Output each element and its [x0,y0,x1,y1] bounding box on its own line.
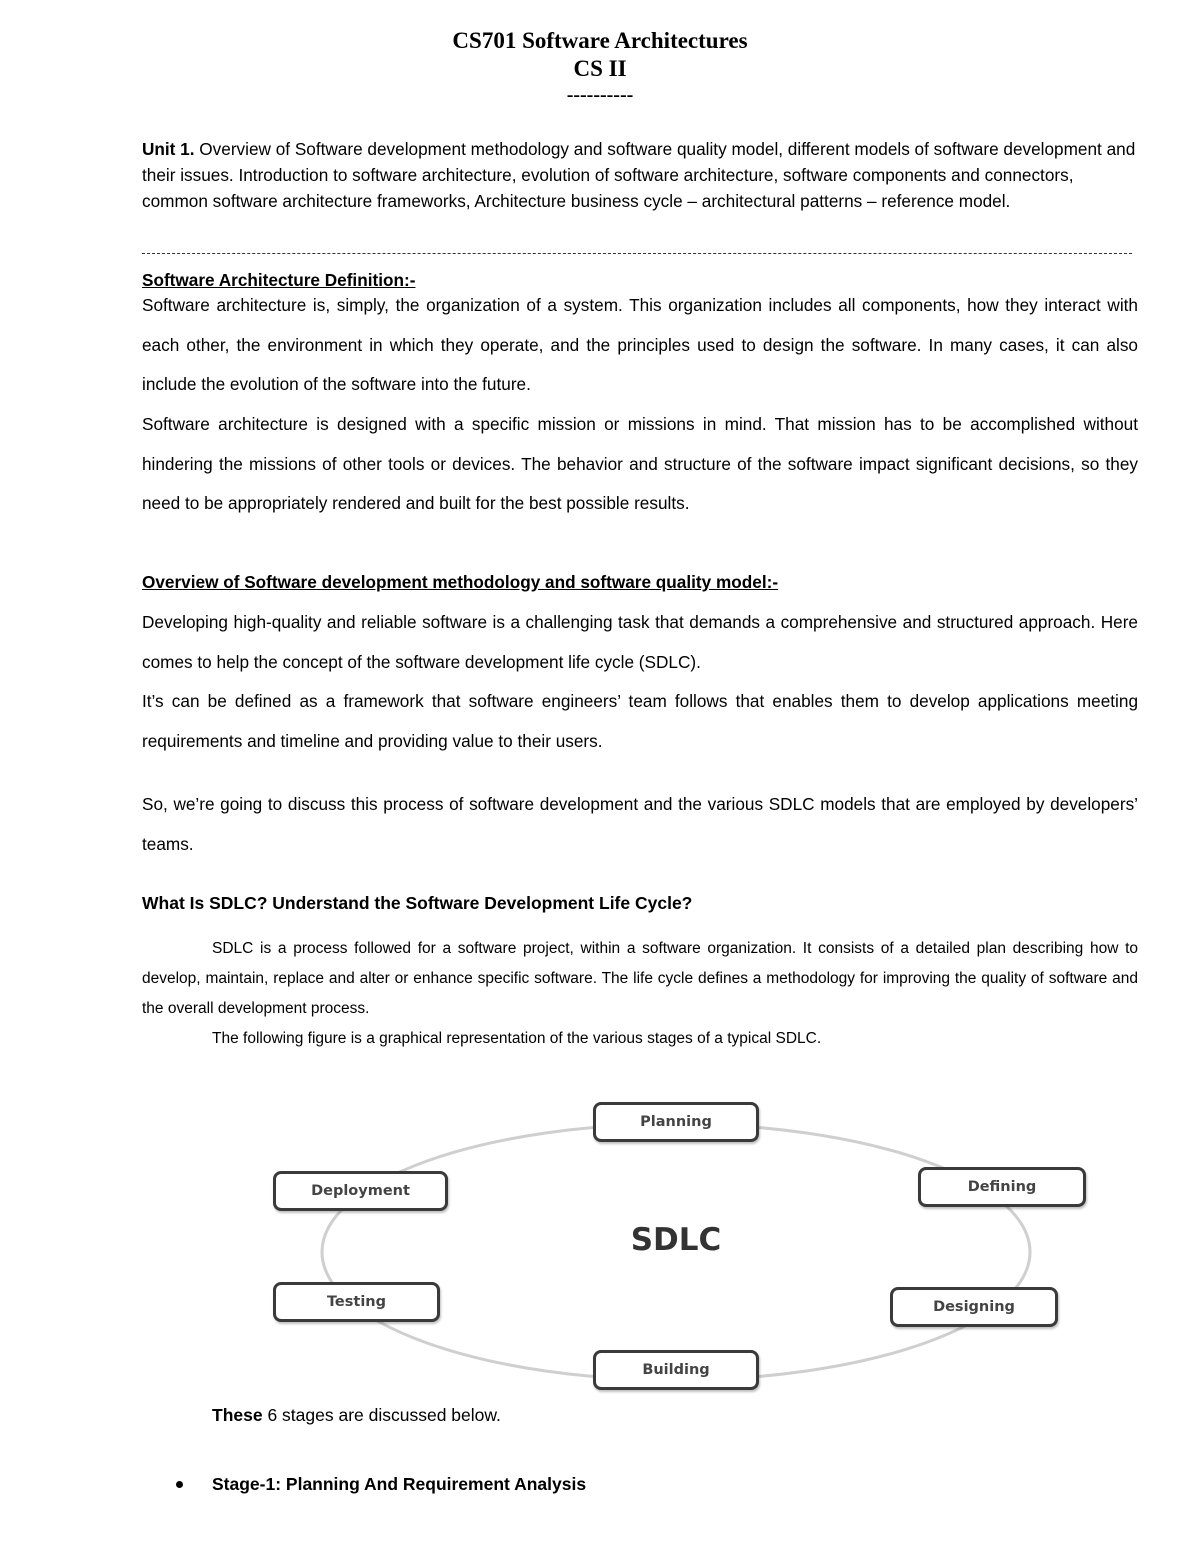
unit-description [142,136,1138,214]
stages-intro [212,1405,501,1426]
sdlc-paragraph-1: SDLC is a process followed for a software project, within a software organization. It consists of a detailed plan describing how to develop, maintain, replace and alter or enhance specific software. The life cycle defines a methodology for improving the quality of software and the overall development process. [142,940,1138,1017]
software-architecture-paragraph-1: Software architecture is, simply, the organization of a system. This organization includes all components, how they interact with each other, the environment in which they operate, and the principles used to design the software. In many cases, it can also include the evolution of the software into the future. [142,295,1138,395]
unit-text: Overview of Software development methodology and software quality model, different models of software development and their issues. Introduction to software architecture, evolution of software architecture, software components and connectors, common software architecture frameworks, Architecture business cycle – architectural patterns – reference model. [142,139,1136,211]
divider [142,253,1132,254]
sdlc-diagram [262,1092,1102,1402]
overview-paragraph-2: It’s can be defined as a framework that software engineers’ team follows that enables them to develop applications meeting requirements and timeline and providing value to their users. [142,691,1138,751]
sdlc-center-label: SDLC [630,1222,722,1258]
stage-building: Building [593,1350,759,1390]
software-architecture-heading: Software Architecture Definition:- [142,270,416,290]
unit-label: Unit 1. [142,139,195,159]
overview-paragraph-1: Developing high-quality and reliable software is a challenging task that demands a comprehensive and structured approach. Here comes to help the concept of the software development life cycle (SDLC). [142,612,1138,672]
course-title: CS701 Software Architectures [452,28,748,53]
bullet-icon [176,1481,183,1488]
stage-1-bullet: Stage-1: Planning And Requirement Analysis [212,1474,587,1494]
stage-planning: Planning [593,1102,759,1142]
stage-designing: Designing [890,1287,1058,1327]
stage-testing: Testing [273,1282,440,1322]
header-dashes: ---------- [566,84,634,106]
overview-paragraph-3: So, we’re going to discuss this process of software development and the various SDLC models that are employed by developers’ teams. [142,794,1138,854]
sdlc-paragraph-2: The following figure is a graphical representation of the various stages of a typical SDLC. [212,1030,822,1047]
stages-intro-bold: These [212,1405,263,1425]
stage-defining: Defining [918,1167,1086,1207]
sdlc-heading: What Is SDLC? Understand the Software Development Life Cycle? [142,893,693,913]
software-architecture-paragraph-2: Software architecture is designed with a specific mission or missions in mind. That mission has to be accomplished without hindering the missions of other tools or devices. The behavior and structure of the software impact significant decisions, so they need to be appropriately rendered and built for the best possible results. [142,414,1138,514]
stage-deployment: Deployment [273,1171,448,1211]
stages-intro-text: 6 stages are discussed below. [262,1405,501,1425]
overview-heading: Overview of Software development methodology and software quality model:- [142,572,779,592]
course-subtitle: CS II [573,56,627,81]
